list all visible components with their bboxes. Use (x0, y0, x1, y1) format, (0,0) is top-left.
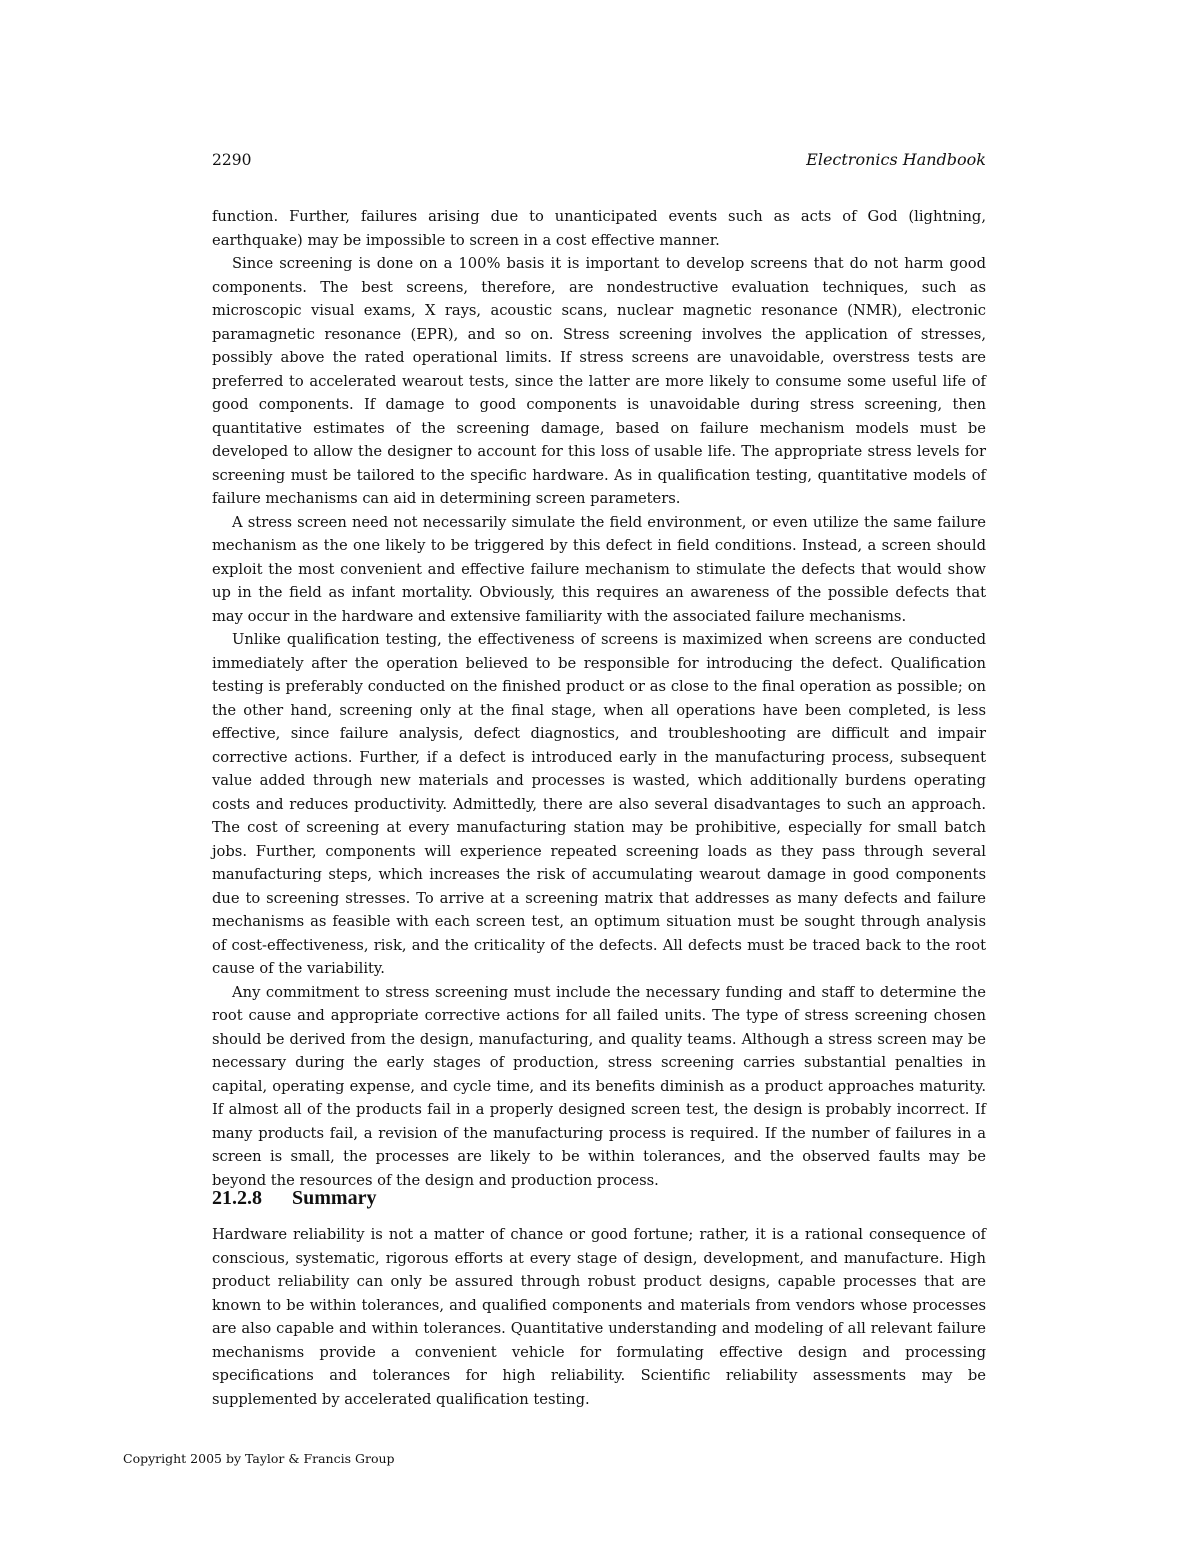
section-title: Summary (292, 1187, 377, 1209)
body-paragraph: Since screening is done on a 100% basis it is important to develop screens that do not harm good components. The best screens, therefore, are nondestructive evaluation techniques, such as microscopic visual exams, X rays, acoustic scans, nuclear magnetic resonance (NMR), electronic paramagnetic resonance (EPR), and so on. Stress screening involves the application of stresses, possibly above the rated operational limits. If stress screens are unavoidable, overstress tests are preferred to accelerated wearout tests, since the latter are more likely to consume some useful life of good components. If damage to good components is unavoidable during stress screening, then quantitative estimates of the screening damage, based on failure mechanism models must be developed to allow the designer to account for this loss of usable life. The appropriate stress levels for screening must be tailored to the specific hardware. As in qualification testing, quantitative models of failure mechanisms can aid in determining screen parameters. (212, 255, 986, 507)
section-heading (212, 1183, 986, 1213)
summary-paragraph: Hardware reliability is not a matter of chance or good fortune; rather, it is a rational consequence of conscious, systematic, rigorous efforts at every stage of design, development, and manufacture. High product reliability can only be assured through robust product designs, capable processes that are known to be within tolerances, and qualified components and materials from vendors whose processes are also capable and within tolerances. Quantitative understanding and modeling of all relevant failure mechanisms provide a convenient vehicle for formulating effective design and processing specifications and tolerances for high reliability. Scientific reliability assessments may be supplemented by accelerated qualification testing. (212, 1226, 986, 1408)
copyright-notice: Copyright 2005 by Taylor & Francis Group (123, 1451, 395, 1466)
body-text (212, 205, 986, 1192)
body-paragraph: Any commitment to stress screening must include the necessary funding and staff to determine the root cause and appropriate corrective actions for all failed units. The type of stress screening chosen should be derived from the design, manufacturing, and quality teams. Although a stress screen may be necessary during the early stages of production, stress screening carries substantial penalties in capital, operating expense, and cycle time, and its benefits diminish as a product approaches maturity. If almost all of the products fail in a properly designed screen test, the design is probably incorrect. If many products fail, a revision of the manufacturing process is required. If the number of failures in a screen is small, the processes are likely to be within tolerances, and the observed faults may be beyond the resources of the design and production process. (212, 983, 986, 1189)
book-title: Electronics Handbook (806, 150, 986, 169)
running-head (212, 146, 986, 174)
body-paragraph: A stress screen need not necessarily simulate the field environment, or even utilize the same failure mechanism as the one likely to be triggered by this defect in field conditions. Instead, a screen should exploit the most convenient and effective failure mechanism to stimulate the defects that would show up in the field as infant mortality. Obviously, this requires an awareness of the possible defects that may occur in the hardware and extensive familiarity with the associated failure mechanisms. (212, 513, 986, 625)
section-number: 21.2.8 (212, 1187, 262, 1209)
body-paragraph: Unlike qualification testing, the effectiveness of screens is maximized when screens are conducted immediately after the operation believed to be responsible for introducing the defect. Qualification testing is preferably conducted on the finished product or as close to the final operation as possible; on the other hand, screening only at the final stage, when all operations have been completed, is less effective, since failure analysis, defect diagnostics, and troubleshooting are difficult and impair corrective actions. Further, if a defect is introduced early in the manufacturing process, subsequent value added through new materials and processes is wasted, which additionally burdens operating costs and reduces productivity. Admittedly, there are also several disadvantages to such an approach. The cost of screening at every manufacturing station may be prohibitive, especially for small batch jobs. Further, components will experience repeated screening loads as they pass through several manufacturing steps, which increases the risk of accumulating wearout damage in good components due to screening stresses. To arrive at a screening matrix that addresses as many defects and failure mechanisms as feasible with each screen test, an optimum situation must be sought through analysis of cost-effectiveness, risk, and the criticality of the defects. All defects must be traced back to the root cause of the variability. (212, 631, 986, 977)
page-number: 2290 (212, 151, 252, 169)
summary-text (212, 1223, 986, 1411)
body-paragraph: function. Further, failures arising due to unanticipated events such as acts of God (lightning, earthquake) may be impossible to screen in a cost effective manner. (212, 208, 986, 249)
